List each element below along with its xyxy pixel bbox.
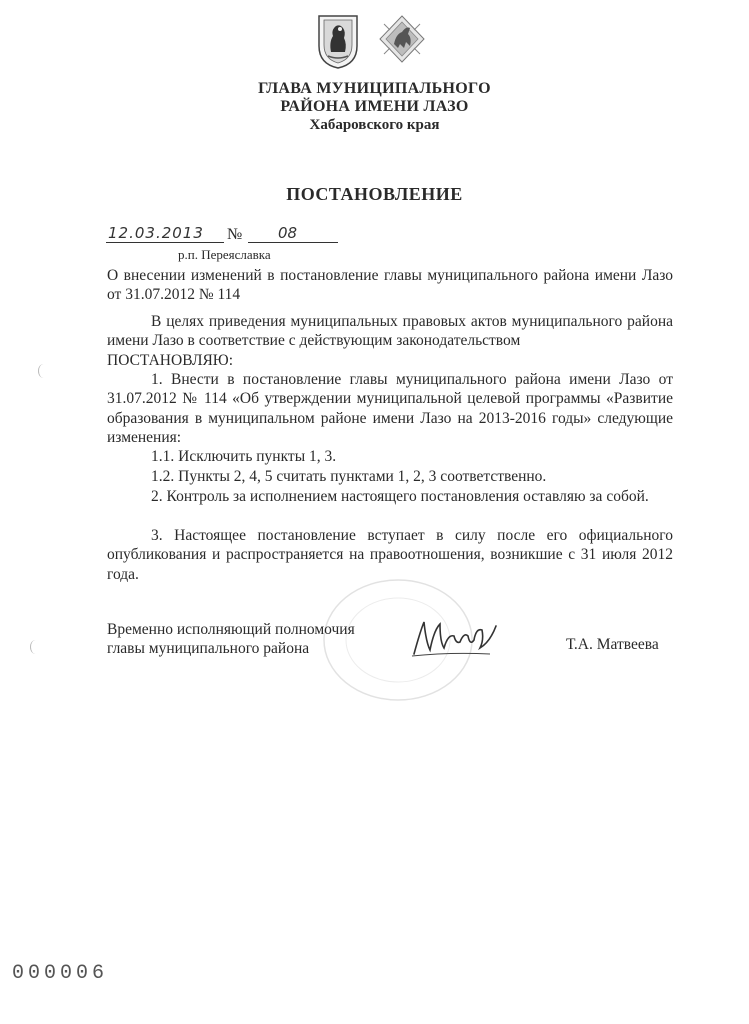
signatory-position-line2: главы муниципального района xyxy=(107,640,310,657)
item-3: 3. Настоящее постановление вступает в силу после его официального опубликования и распространяется на правоотношения, возникшие с 31 июля 2012 года. xyxy=(107,527,673,583)
document-subject: О внесении изменений в постановление главы муниципального района имени Лазо от 31.07.2012 № 114 xyxy=(107,267,673,304)
authority-title-line1: ГЛАВА МУНИЦИПАЛЬНОГО xyxy=(258,80,491,97)
serial-number: 000006 xyxy=(12,962,109,985)
number-underline xyxy=(248,242,338,243)
signatory-position-line1: Временно исполняющий полномочия xyxy=(107,621,355,638)
decree-word: ПОСТАНОВЛЯЮ: xyxy=(107,352,234,369)
item-1-2: 1.2. Пункты 2, 4, 5 считать пунктами 1, 2, 3 соответственно. xyxy=(151,468,547,485)
scan-mark xyxy=(30,640,41,654)
preamble-paragraph: В целях приведения муниципальных правовых актов муниципального района имени Лазо в соответствие с действующим законодательством xyxy=(107,313,673,350)
item-1-1: 1.1. Исключить пункты 1, 3. xyxy=(151,448,337,465)
date-underline xyxy=(106,242,224,243)
signatory-name: Т.А. Матвеева xyxy=(566,636,659,653)
khabarovsk-krai-coat-of-arms-icon xyxy=(316,12,360,70)
region-name: Хабаровского края xyxy=(309,117,440,133)
item-2: 2. Контроль за исполнением настоящего постановления оставляю за собой. xyxy=(151,488,649,505)
lazo-district-coat-of-arms-icon xyxy=(378,14,426,64)
scan-mark xyxy=(38,364,49,378)
document-number: 08 xyxy=(278,224,298,242)
document-date: 12.03.2013 xyxy=(108,224,204,242)
signatory-position xyxy=(107,620,355,658)
place-of-issue: р.п. Переяславка xyxy=(178,247,271,262)
date-number-line xyxy=(106,226,336,248)
item-1: 1. Внести в постановление главы муниципального района имени Лазо от 31.07.2012 № 114 «Об утверждении муниципальной целевой программы «Развитие образования в муниципальном районе имени Лазо на 2013-2016 годы» следующие изменения: xyxy=(107,371,673,447)
document-type: ПОСТАНОВЛЕНИЕ xyxy=(286,184,463,204)
handwritten-signature xyxy=(410,612,500,662)
authority-title-line2: РАЙОНА ИМЕНИ ЛАЗО xyxy=(280,98,469,115)
number-sign: № xyxy=(227,226,243,243)
